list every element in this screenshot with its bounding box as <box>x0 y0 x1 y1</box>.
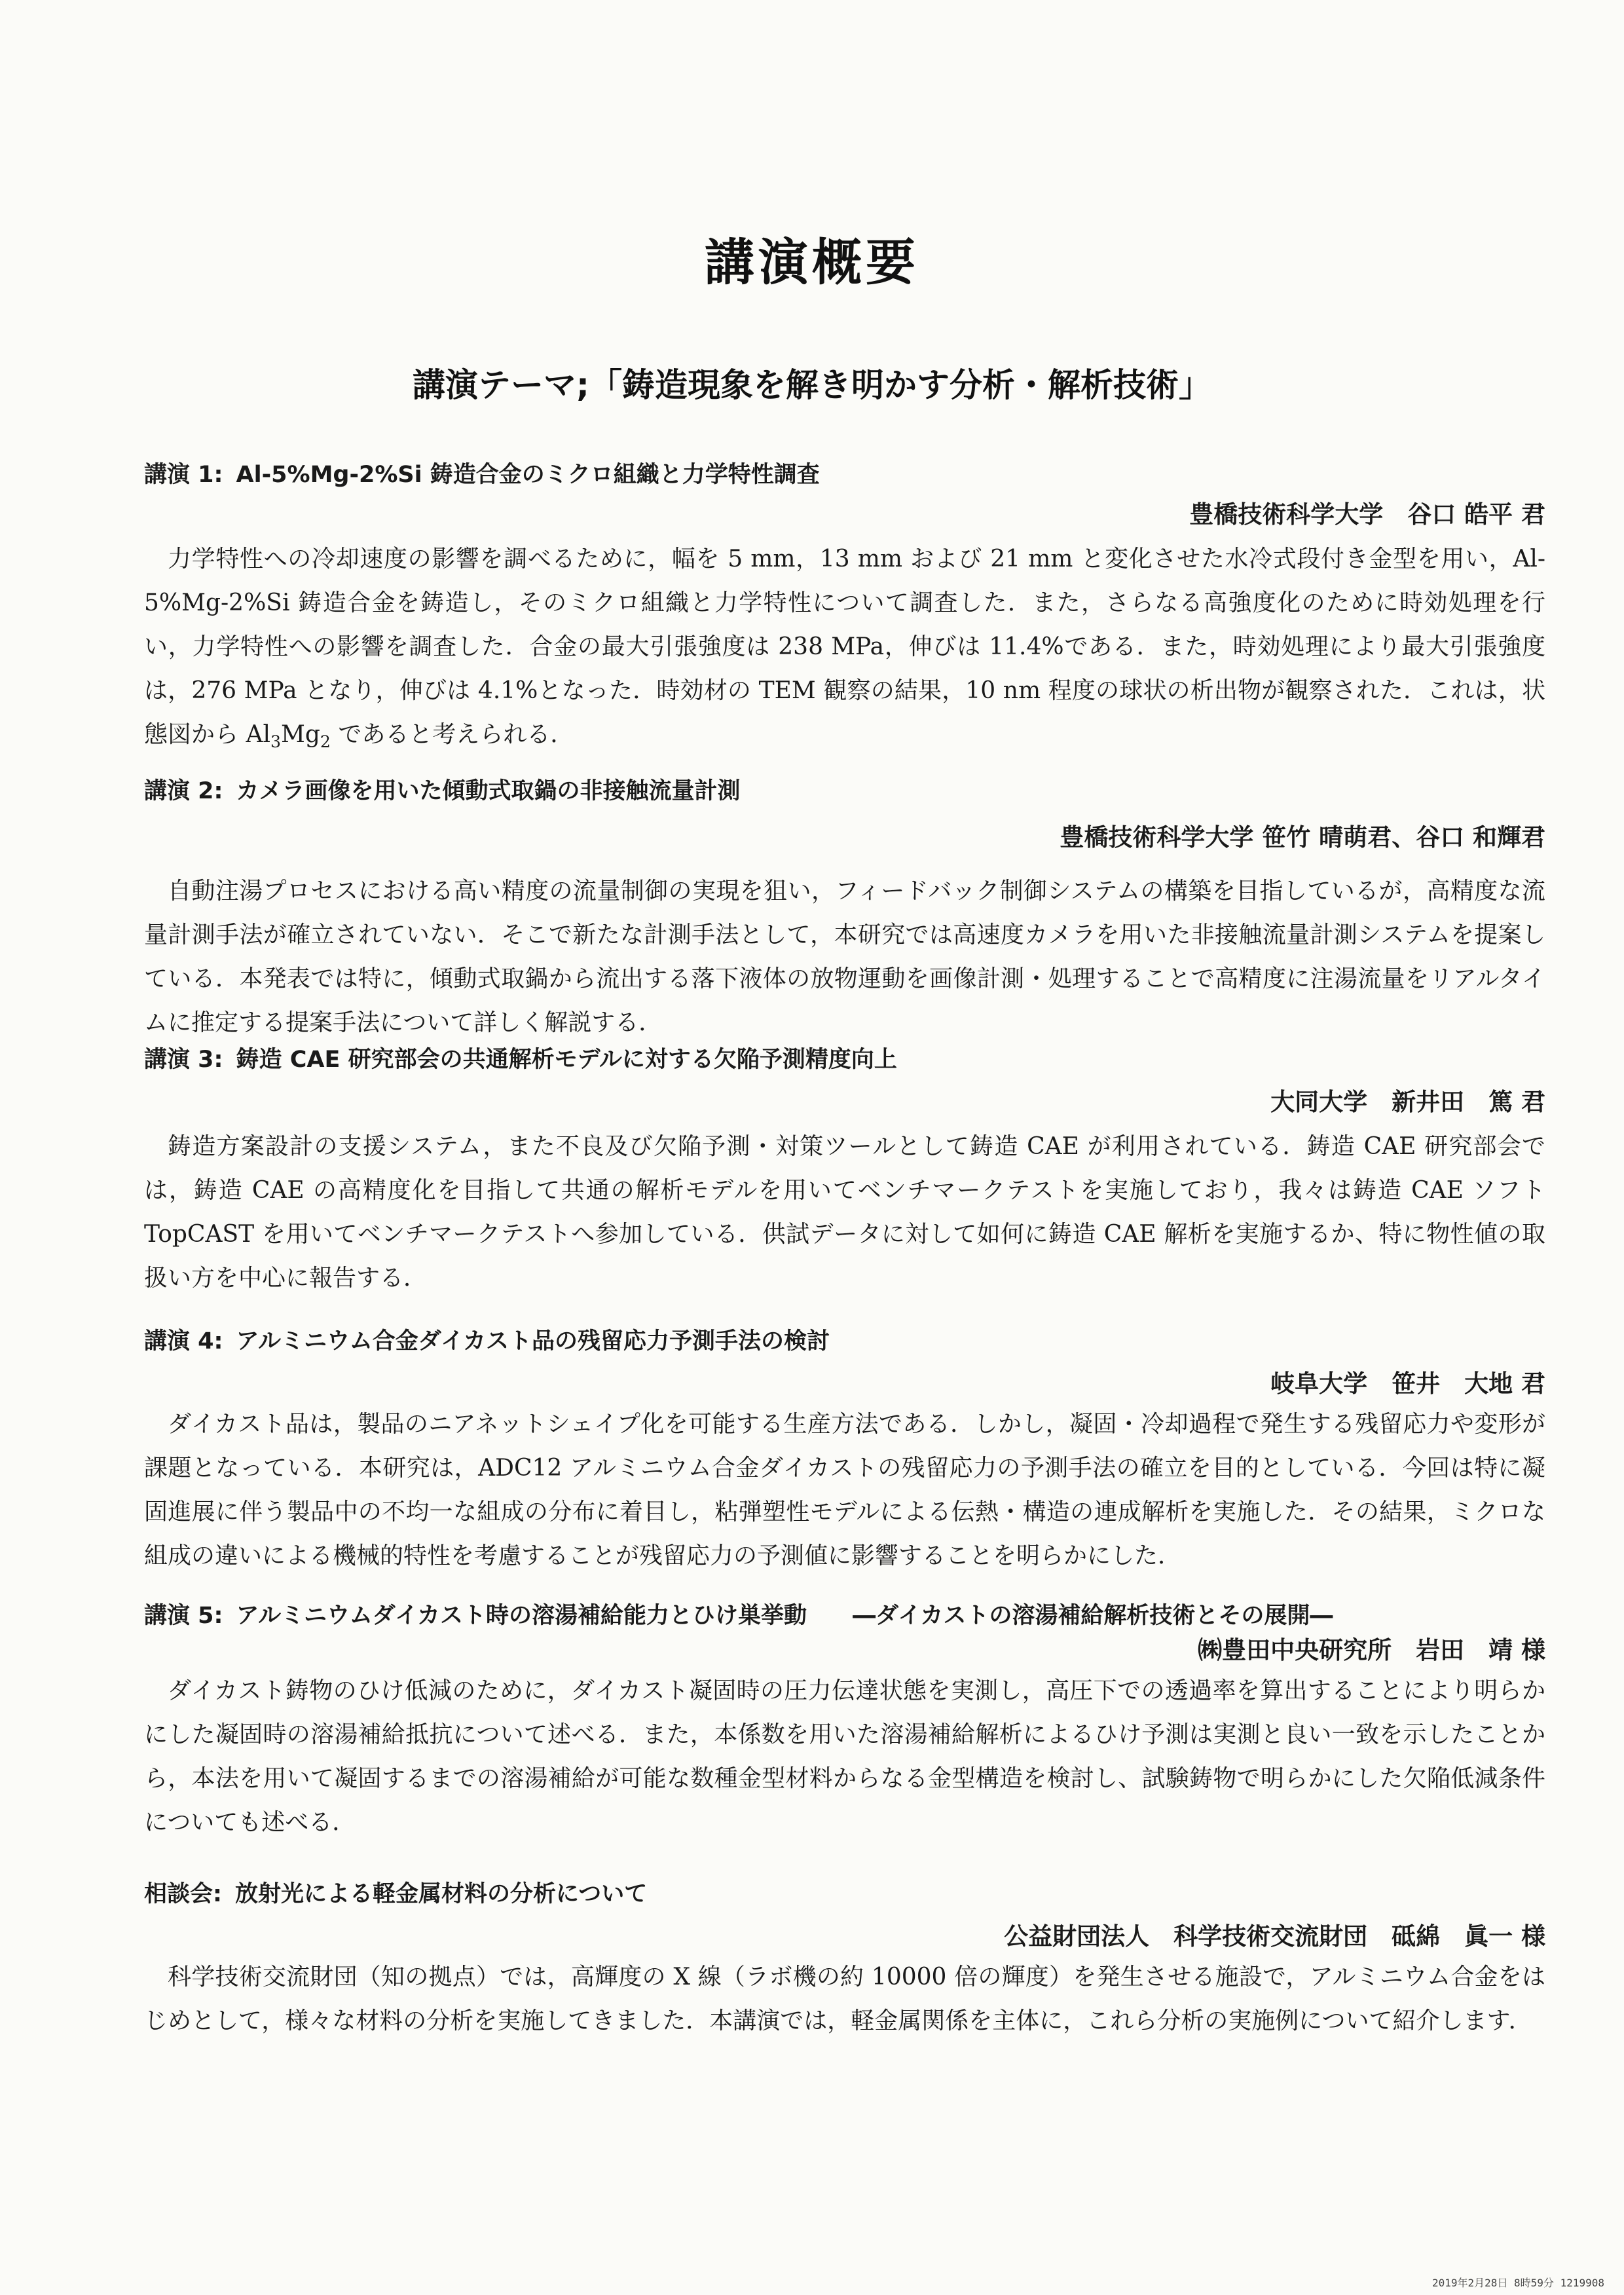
lecture-4-title: アルミニウム合金ダイカスト品の残留応力予測手法の検討 <box>236 1328 830 1354</box>
lecture-5-speaker: ㈱豊田中央研究所 岩田 靖 様 <box>1198 1636 1545 1664</box>
lecture-3-label: 講演 3: <box>144 1047 223 1073</box>
consultation <box>144 1878 1545 2043</box>
consultation-abstract: 科学技術交流財団（知の拠点）では，高輝度の X 線（ラボ機の約 10000 倍の輝度）を発生させる施設で，アルミニウム合金をはじめとして，様々な材料の分析を実施してきました．本講演では，軽金属関係を主体に，これら分析の実施例について紹介します． <box>144 1964 1545 2034</box>
lecture-5-abstract: ダイカスト鋳物のひけ低減のために，ダイカスト凝固時の圧力伝達状態を実測し，高圧下での透過率を算出することにより明らかにした凝固時の溶湯補給抵抗について述べる．また，本係数を用いた溶湯補給解析によるひけ予測は実測と良い一致を示したことから，本法を用いて凝固するまでの溶湯補給が可能な数種金型材料からなる金型構造を検討し、試験鋳物で明らかにした欠陥低減条件についても述べる． <box>144 1677 1545 1836</box>
page-title: 講演概要 <box>705 233 919 291</box>
lecture-5 <box>144 1599 1545 1844</box>
lecture-3-heading <box>144 1043 1545 1076</box>
lecture-5-subtitle: ―ダイカストの溶湯補給解析技術とその展開― <box>853 1603 1333 1629</box>
lecture-3-abstract: 鋳造方案設計の支援システム，また不良及び欠陥予測・対策ツールとして鋳造 CAE が利用されている．鋳造 CAE 研究部会では，鋳造 CAE の高精度化を目指して共通の解析モデルを用いてベンチマークテストを実施しており，我々は鋳造 CAE ソフト TopCAST を用いてベンチマークテストへ参加している．供試データに対して如何に鋳造 CAE 解析を実施するか、特に物性値の取扱い方を中心に報告する． <box>144 1133 1545 1292</box>
lecture-4-label: 講演 4: <box>144 1328 223 1354</box>
lecture-4-abstract: ダイカスト品は，製品のニアネットシェイプ化を可能する生産方法である．しかし，凝固・冷却過程で発生する残留応力や変形が課題となっている．本研究は，ADC12 アルミニウム合金ダイカストの残留応力の予測手法の確立を目的としている．今回は特に凝固進展に伴う製品中の不均一な組成の分布に着目し，粘弾塑性モデルによる伝熱・構造の連成解析を実施した．その結果，ミクロな組成の違いによる機械的特性を考慮することが残留応力の予測値に影響することを明らかにした． <box>144 1411 1545 1569</box>
lecture-3-speaker: 大同大学 新井田 篤 君 <box>1270 1088 1545 1116</box>
lecture-4-speaker: 岐阜大学 笹井 大地 君 <box>1270 1370 1545 1398</box>
lecture-1-label: 講演 1: <box>144 462 223 488</box>
lecture-2-speaker: 豊橋技術科学大学 笹竹 晴萌君、谷口 和輝君 <box>1060 823 1545 851</box>
lecture-3 <box>144 1043 1545 1300</box>
consultation-heading <box>144 1878 1545 1911</box>
lecture-2 <box>144 775 1545 1045</box>
lecture-1-speaker: 豊橋技術科学大学 谷口 皓平 君 <box>1189 500 1545 529</box>
lecture-1 <box>144 458 1545 764</box>
lecture-1-heading <box>144 458 1545 491</box>
lecture-3-title: 鋳造 CAE 研究部会の共通解析モデルに対する欠陥予測精度向上 <box>236 1047 897 1073</box>
lecture-5-title: アルミニウムダイカスト時の溶湯補給能力とひけ巣挙動 <box>236 1603 807 1629</box>
lecture-2-title: カメラ画像を用いた傾動式取鍋の非接触流量計測 <box>236 778 741 804</box>
lecture-2-label: 講演 2: <box>144 778 223 804</box>
lecture-4-heading <box>144 1325 1545 1358</box>
consultation-title: 放射光による軽金属材料の分析について <box>235 1881 648 1907</box>
lecture-2-abstract: 自動注湯プロセスにおける高い精度の流量制御の実現を狙い，フィードバック制御システムの構築を目指しているが，高精度な流量計測手法が確立されていない．そこで新たな計測手法として，本研究では高速度カメラを用いた非接触流量計測システムを提案している．本発表では特に，傾動式取鍋から流出する落下液体の放物運動を画像計測・処理することで高精度に注湯流量をリアルタイムに推定する提案手法について詳しく解説する． <box>144 878 1545 1036</box>
lecture-1-title: Al-5%Mg-2%Si 鋳造合金のミクロ組織と力学特性調査 <box>236 462 820 488</box>
lecture-5-label: 講演 5: <box>144 1603 223 1629</box>
consultation-label: 相談会: <box>144 1881 222 1907</box>
fax-timestamp: 2019年2月28日 8時59分 1219908 <box>1431 2277 1604 2289</box>
consultation-speaker: 公益財団法人 科学技術交流財団 砥綿 眞一 様 <box>1004 1922 1545 1950</box>
lecture-2-heading <box>144 775 1545 808</box>
lecture-5-heading <box>144 1599 1545 1632</box>
lecture-1-abstract: 力学特性への冷却速度の影響を調べるために，幅を 5 mm，13 mm および 21 mm と変化させた水冷式段付き金型を用い，Al-5%Mg-2%Si 鋳造合金を鋳造し，そのミクロ組織と力学特性について調査した．また，さらなる高強度化のために時効処理を行い，力学特性への影響を調査した．合金の最大引張強度は 238 MPa，伸びは 11.4%である．また，時効処理により最大引張強度は，276 MPa となり，伸びは 4.1%となった．時効材の TEM 観察の結果，10 nm 程度の球状の析出物が観察された．これは，状態図から $Al_3Mg_2$ であると考えられる． <box>144 546 1545 752</box>
lecture-theme: 講演テーマ;「鋳造現象を解き明かす分析・解析技術」 <box>413 366 1211 404</box>
lecture-4 <box>144 1325 1545 1578</box>
